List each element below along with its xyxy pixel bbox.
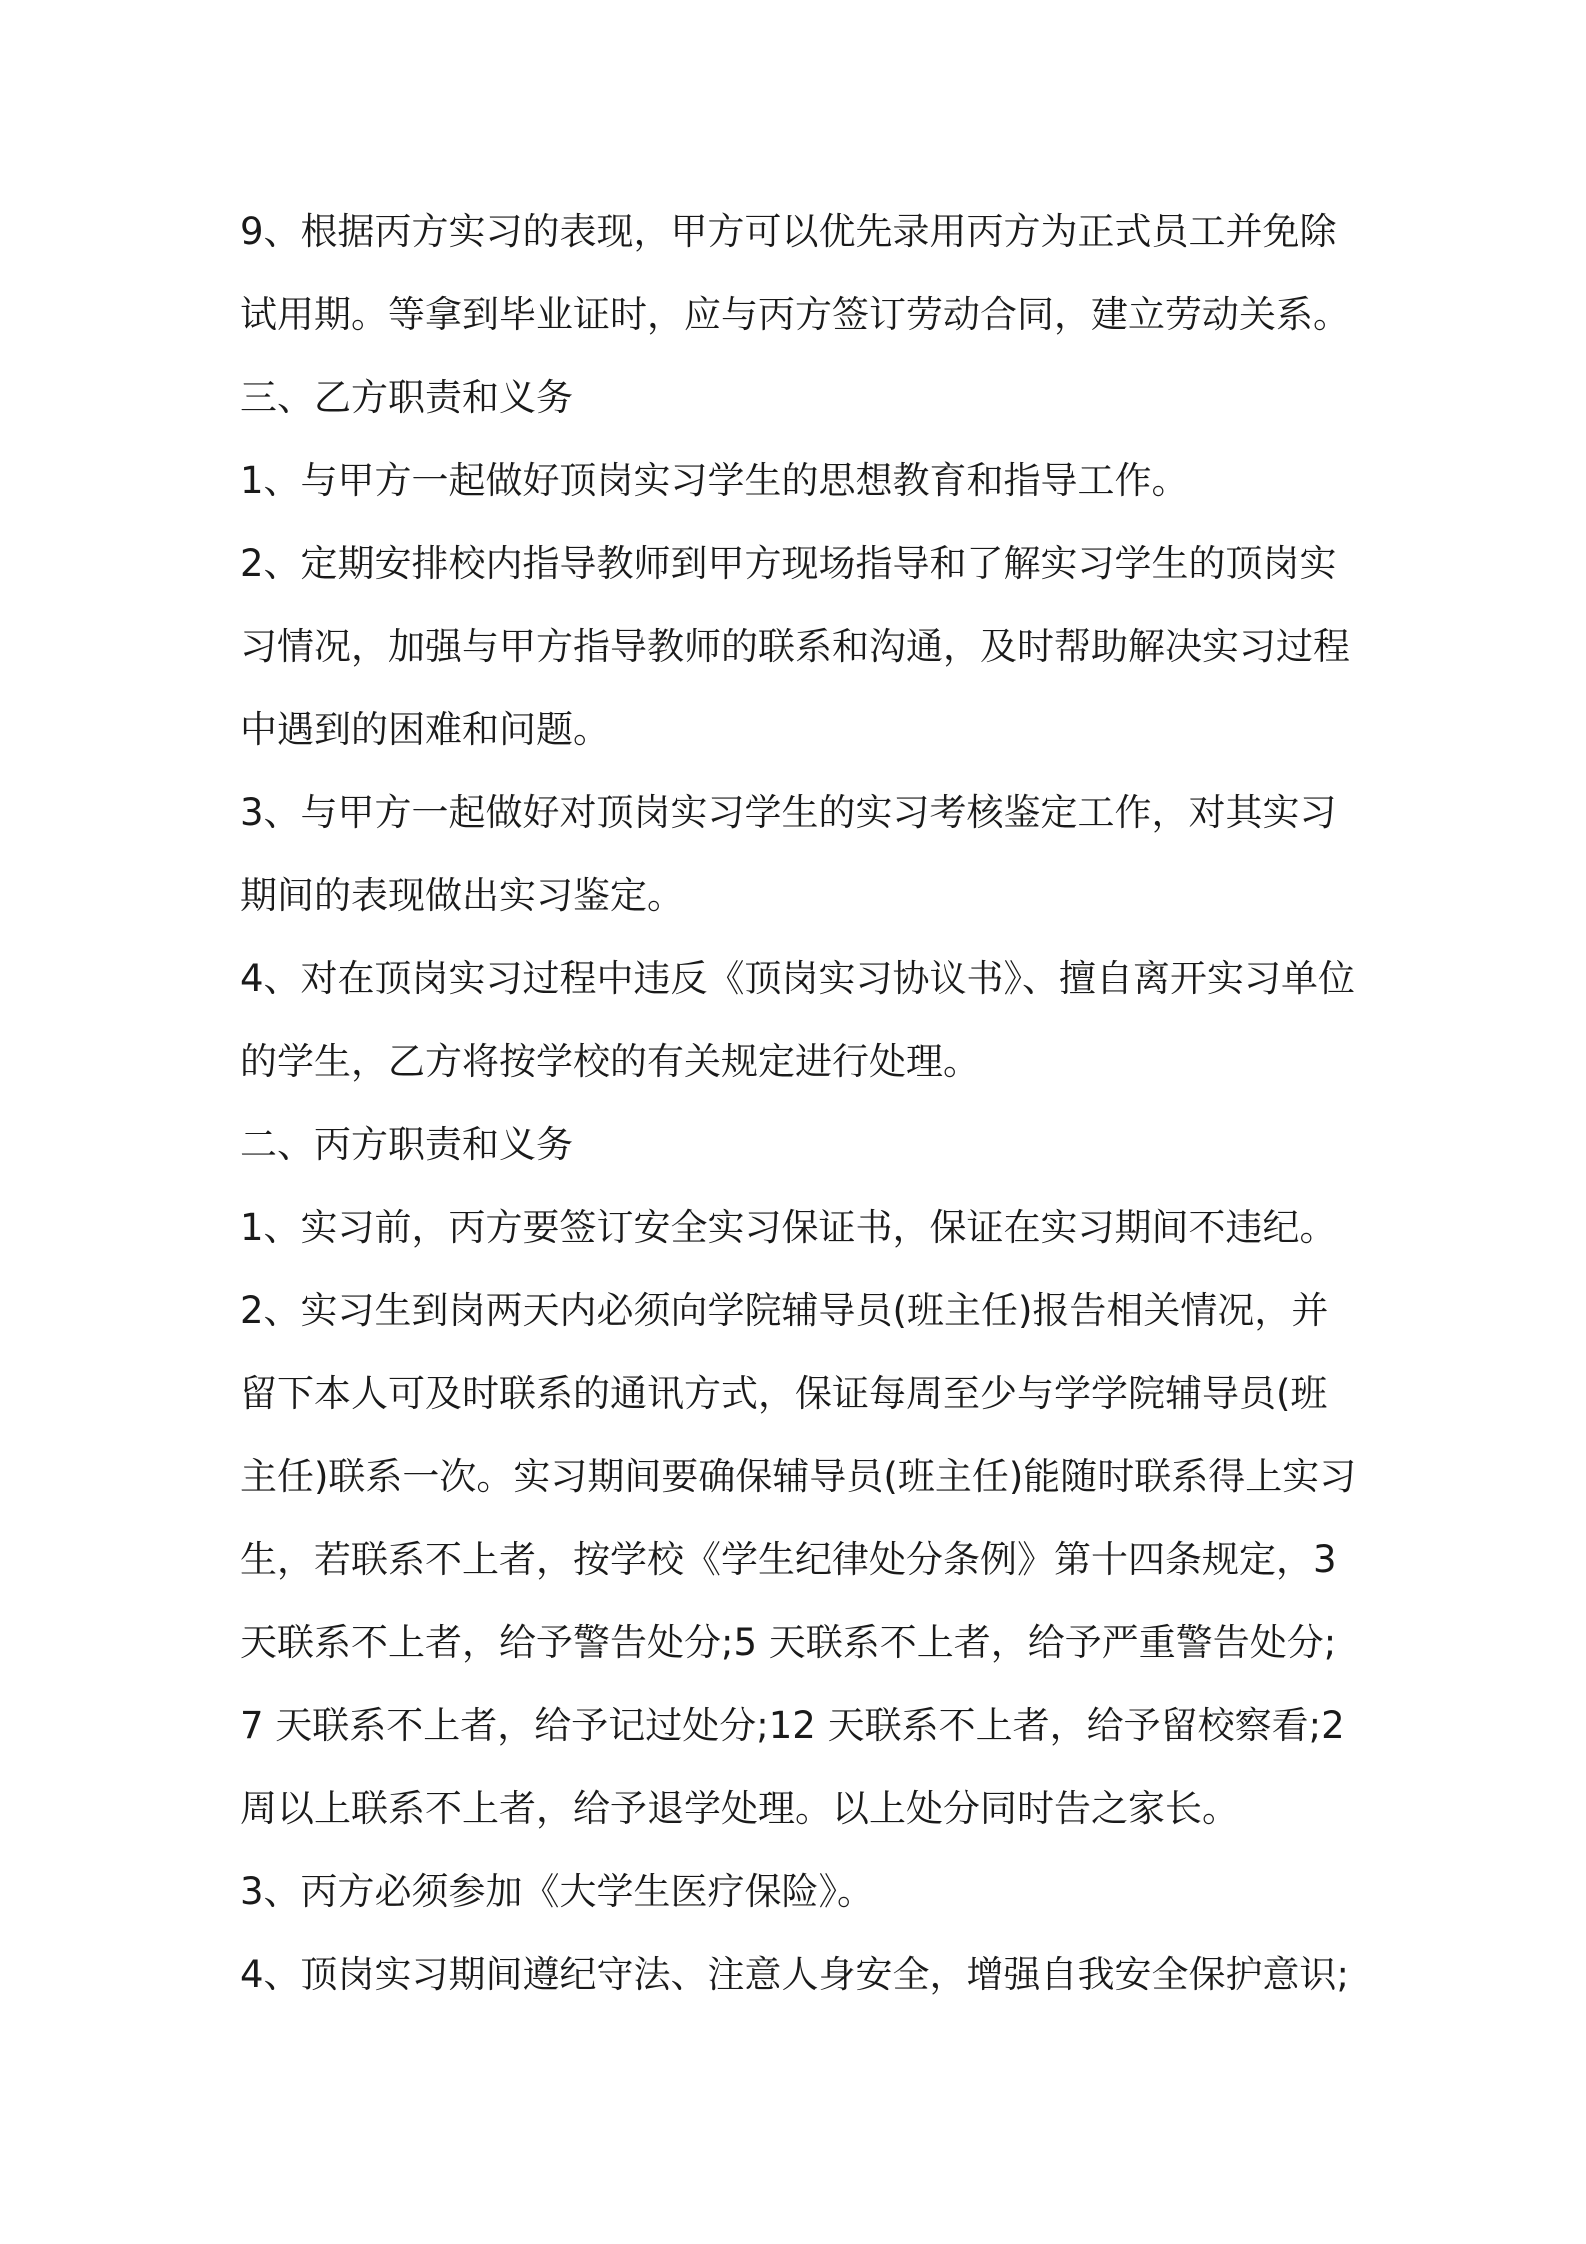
line-b-clause-2-cont: 习情况，加强与甲方指导教师的联系和沟通，及时帮助解决实习过程 bbox=[240, 625, 1350, 668]
line-c-clause-2-cont-4: 天联系不上者，给予警告处分;5 天联系不上者，给予严重警告处分; bbox=[240, 1621, 1337, 1664]
line-b-clause-2: 2、定期安排校内指导教师到甲方现场指导和了解实习学生的顶岗实 bbox=[240, 542, 1337, 585]
line-c-clause-2-cont-5: 7 天联系不上者，给予记过处分;12 天联系不上者，给予留校察看;2 bbox=[240, 1704, 1345, 1747]
line-c-clause-2-end: 周以上联系不上者，给予退学处理。以上处分同时告之家长。 bbox=[240, 1787, 1239, 1830]
line-b-clause-3: 3、与甲方一起做好对顶岗实习学生的实习考核鉴定工作，对其实习 bbox=[240, 791, 1337, 834]
line-c-clause-2-cont-3: 生，若联系不上者，按学校《学生纪律处分条例》第十四条规定，3 bbox=[240, 1538, 1337, 1581]
line-b-clause-4-end: 的学生，乙方将按学校的有关规定进行处理。 bbox=[240, 1040, 980, 1083]
line-b-clause-1: 1、与甲方一起做好顶岗实习学生的思想教育和指导工作。 bbox=[240, 459, 1189, 502]
document-body bbox=[240, 190, 1360, 2016]
line-c-clause-4: 4、顶岗实习期间遵纪守法、注意人身安全，增强自我安全保护意识; bbox=[240, 1953, 1350, 1996]
section-heading-party-c: 二、丙方职责和义务 bbox=[240, 1123, 573, 1166]
line-c-clause-2-cont-1: 留下本人可及时联系的通讯方式，保证每周至少与学学院辅导员(班 bbox=[240, 1372, 1328, 1415]
section-heading-party-b: 三、乙方职责和义务 bbox=[240, 376, 573, 419]
line-b-clause-3-end: 期间的表现做出实习鉴定。 bbox=[240, 874, 684, 917]
line-b-clause-2-end: 中遇到的困难和问题。 bbox=[240, 708, 610, 751]
line-clause-9: 9、根据丙方实习的表现，甲方可以优先录用丙方为正式员工并免除 bbox=[240, 210, 1337, 253]
line-c-clause-3: 3、丙方必须参加《大学生医疗保险》。 bbox=[240, 1870, 875, 1913]
line-c-clause-2-cont-2: 主任)联系一次。实习期间要确保辅导员(班主任)能随时联系得上实习 bbox=[240, 1455, 1357, 1498]
line-clause-9-cont: 试用期。等拿到毕业证时，应与丙方签订劳动合同，建立劳动关系。 bbox=[240, 293, 1350, 336]
line-c-clause-2: 2、实习生到岗两天内必须向学院辅导员(班主任)报告相关情况，并 bbox=[240, 1289, 1329, 1332]
line-c-clause-1: 1、实习前，丙方要签订安全实习保证书，保证在实习期间不违纪。 bbox=[240, 1206, 1337, 1249]
line-b-clause-4: 4、对在顶岗实习过程中违反《顶岗实习协议书》、擅自离开实习单位 bbox=[240, 957, 1356, 1000]
